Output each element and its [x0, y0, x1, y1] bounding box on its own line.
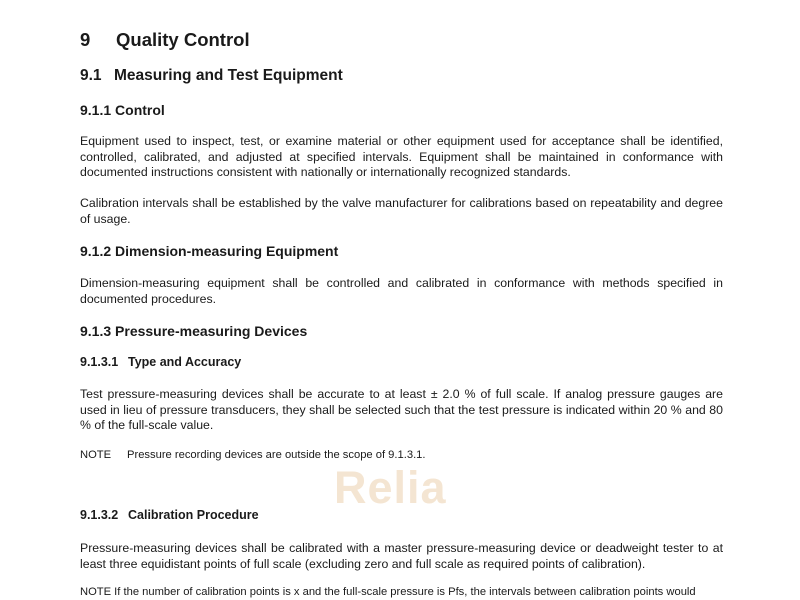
- section-9-1-2-heading: 9.1.2 Dimension-measuring Equipment: [80, 243, 339, 259]
- calibration-note: NOTE If the number of calibration points is x and the full-scale pressure is Pfs, the intervals between calibration points would: [80, 586, 696, 598]
- pressure-note: [80, 448, 730, 462]
- section-number: 9.1: [80, 67, 102, 84]
- section-title: Type and Accuracy: [128, 355, 242, 369]
- note-text: Pressure recording devices are outside the scope of 9.1.3.1.: [127, 449, 426, 461]
- control-paragraph-2: Calibration intervals shall be established by the valve manufacturer for calibrations based on repeatability and degree of usage.: [80, 196, 723, 226]
- section-9-heading: [80, 29, 250, 51]
- type-accuracy-paragraph: Test pressure-measuring devices shall be accurate to at least ± 2.0 % of full scale. If analog pressure gauges are used in lieu of pressure transducers, they shall be selected such that the test pressure is indicated within 20 % and 80 % of the full-scale value.: [80, 387, 723, 432]
- section-9-1-heading: [80, 67, 343, 85]
- section-number: 9.1.3.1: [80, 355, 119, 369]
- section-9-1-3-2-heading: [80, 508, 259, 522]
- control-paragraph-1: Equipment used to inspect, test, or examine material or other equipment used for acceptance shall be identified, controlled, calibrated, and adjusted at specified intervals. Equipment shall be maintained in conformance with documented instructions consistent with nationally or internationally recognized standards.: [80, 134, 723, 179]
- note-label: NOTE: [80, 449, 112, 461]
- section-9-1-3-heading: 9.1.3 Pressure-measuring Devices: [80, 323, 308, 339]
- section-title: Quality Control: [116, 29, 250, 50]
- section-number: 9.1.3.2: [80, 508, 119, 522]
- relia-watermark: Relia: [334, 462, 447, 513]
- section-title: Calibration Procedure: [128, 508, 259, 522]
- section-title: Measuring and Test Equipment: [114, 67, 343, 84]
- section-9-1-1-heading: 9.1.1 Control: [80, 102, 165, 118]
- section-9-1-3-1-heading: [80, 355, 241, 369]
- dimension-paragraph: Dimension-measuring equipment shall be controlled and calibrated in conformance with methods specified in documented procedures.: [80, 276, 723, 306]
- section-number: 9: [80, 29, 91, 50]
- calibration-paragraph: Pressure-measuring devices shall be calibrated with a master pressure-measuring device or deadweight tester to at least three equidistant points of full scale (excluding zero and full scale as required points of calibration).: [80, 541, 723, 571]
